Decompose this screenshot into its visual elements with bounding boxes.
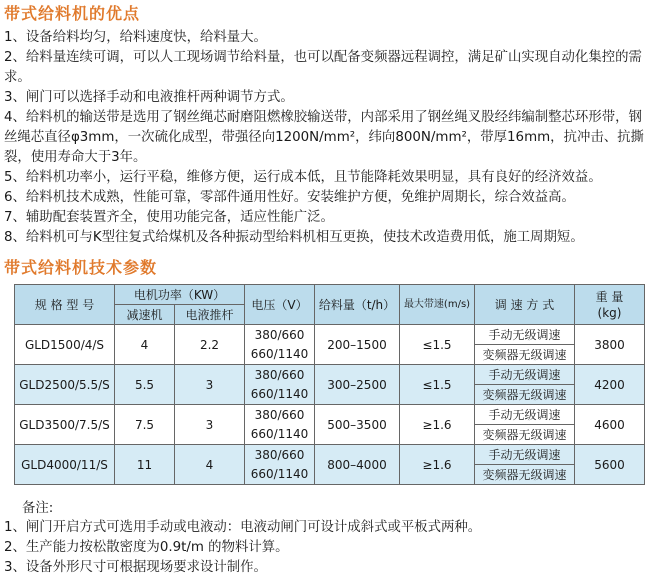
advantage-item: 5、给料机功率小，运行平稳，维修方便，运行成本低，且节能降耗效果明显，具有良好的经济效益。 bbox=[4, 170, 602, 185]
cell-weight: 4200 bbox=[575, 365, 645, 405]
header-speed: 最大带速(m/s) bbox=[400, 285, 475, 325]
cell-regulation: 变频器无级调速 bbox=[475, 425, 575, 445]
cell-voltage: 660/1140 bbox=[245, 385, 315, 405]
header-weight: 重 量 (kg) bbox=[575, 285, 645, 325]
cell-feed: 300–2500 bbox=[315, 365, 400, 405]
cell-weight: 3800 bbox=[575, 325, 645, 365]
cell-regulation: 手动无级调速 bbox=[475, 405, 575, 425]
cell-voltage: 380/660 bbox=[245, 325, 315, 345]
cell-weight: 5600 bbox=[575, 445, 645, 485]
advantage-item: 8、给料机可与K型往复式给煤机及各种振动型给料机相互更换，使技术改造费用低，施工周期短。 bbox=[4, 230, 584, 245]
cell-feed: 800–4000 bbox=[315, 445, 400, 485]
cell-model: GLD2500/5.5/S bbox=[15, 365, 115, 405]
cell-speed: ≥1.6 bbox=[400, 405, 475, 445]
spec-table bbox=[14, 284, 645, 485]
cell-pusher: 2.2 bbox=[175, 325, 245, 365]
cell-model: GLD3500/7.5/S bbox=[15, 405, 115, 445]
cell-voltage: 380/660 bbox=[245, 365, 315, 385]
spec-title: 带式给料机技术参数 bbox=[4, 258, 158, 277]
note-item: 3、设备外形尺寸可根据现场要求设计制作。 bbox=[4, 560, 267, 575]
header-power: 电机功率（KW） bbox=[115, 285, 245, 305]
note-item: 1、闸门开启方式可选用手动或电液动：电液动闸门可设计成斜式或平板式两种。 bbox=[4, 520, 482, 535]
cell-model: GLD4000/11/S bbox=[15, 445, 115, 485]
cell-reducer: 7.5 bbox=[115, 405, 175, 445]
cell-regulation: 手动无级调速 bbox=[475, 365, 575, 385]
header-model: 规 格 型 号 bbox=[15, 285, 115, 325]
cell-pusher: 4 bbox=[175, 445, 245, 485]
advantage-item: 2、给料量连续可调，可以人工现场调节给料量，也可以配备变频器远程调控，满足矿山实现自动化集控的需求。 bbox=[4, 50, 642, 85]
cell-voltage: 380/660 bbox=[245, 445, 315, 465]
header-voltage: 电压（V） bbox=[245, 285, 315, 325]
cell-pusher: 3 bbox=[175, 405, 245, 445]
cell-voltage: 660/1140 bbox=[245, 425, 315, 445]
cell-reducer: 4 bbox=[115, 325, 175, 365]
notes-list bbox=[4, 518, 481, 578]
cell-speed: ≤1.5 bbox=[400, 325, 475, 365]
cell-regulation: 手动无级调速 bbox=[475, 325, 575, 345]
cell-reducer: 5.5 bbox=[115, 365, 175, 405]
advantage-item: 3、闸门可以选择手动和电液推杆两种调节方式。 bbox=[4, 90, 294, 105]
cell-feed: 200–1500 bbox=[315, 325, 400, 365]
advantage-item: 7、辅助配套装置齐全，使用功能完备，适应性能广泛。 bbox=[4, 210, 334, 225]
cell-speed: ≤1.5 bbox=[400, 365, 475, 405]
advantage-item: 6、给料机技术成熟，性能可靠，零部件通用性好。安装维护方便，免维护周期长，综合效益高。 bbox=[4, 190, 575, 205]
cell-feed: 500–3500 bbox=[315, 405, 400, 445]
header-feed: 给料量（t/h） bbox=[315, 285, 400, 325]
note-item: 2、生产能力按松散密度为0.9t/m 的物料计算。 bbox=[4, 540, 289, 555]
header-pusher: 电液推杆 bbox=[175, 305, 245, 325]
advantages-title: 带式给料机的优点 bbox=[4, 4, 141, 23]
cell-weight: 4600 bbox=[575, 405, 645, 445]
cell-voltage: 380/660 bbox=[245, 405, 315, 425]
cell-regulation: 变频器无级调速 bbox=[475, 385, 575, 405]
header-reducer: 减速机 bbox=[115, 305, 175, 325]
cell-regulation: 变频器无级调速 bbox=[475, 345, 575, 365]
cell-regulation: 手动无级调速 bbox=[475, 445, 575, 465]
cell-voltage: 660/1140 bbox=[245, 465, 315, 485]
advantage-item: 1、设备给料均匀，给料速度快，给料量大。 bbox=[4, 30, 267, 45]
cell-pusher: 3 bbox=[175, 365, 245, 405]
notes-title: 备注: bbox=[22, 501, 54, 516]
cell-regulation: 变频器无级调速 bbox=[475, 465, 575, 485]
cell-reducer: 11 bbox=[115, 445, 175, 485]
cell-speed: ≥1.6 bbox=[400, 445, 475, 485]
advantages-list bbox=[4, 28, 644, 248]
cell-model: GLD1500/4/S bbox=[15, 325, 115, 365]
cell-voltage: 660/1140 bbox=[245, 345, 315, 365]
advantage-item: 4、给料机的输送带是选用了钢丝绳芯耐磨阻燃橡胶输送带，内部采用了钢丝绳叉股经纬编制整芯环形带，钢丝绳芯直径φ3mm，一次硫化成型，带强径向1200N/mm²，纬向800N/mm²，带厚16mm，抗冲击、抗撕裂，使用寿命大于3年。 bbox=[4, 110, 644, 165]
header-regulation: 调 速 方 式 bbox=[475, 285, 575, 325]
